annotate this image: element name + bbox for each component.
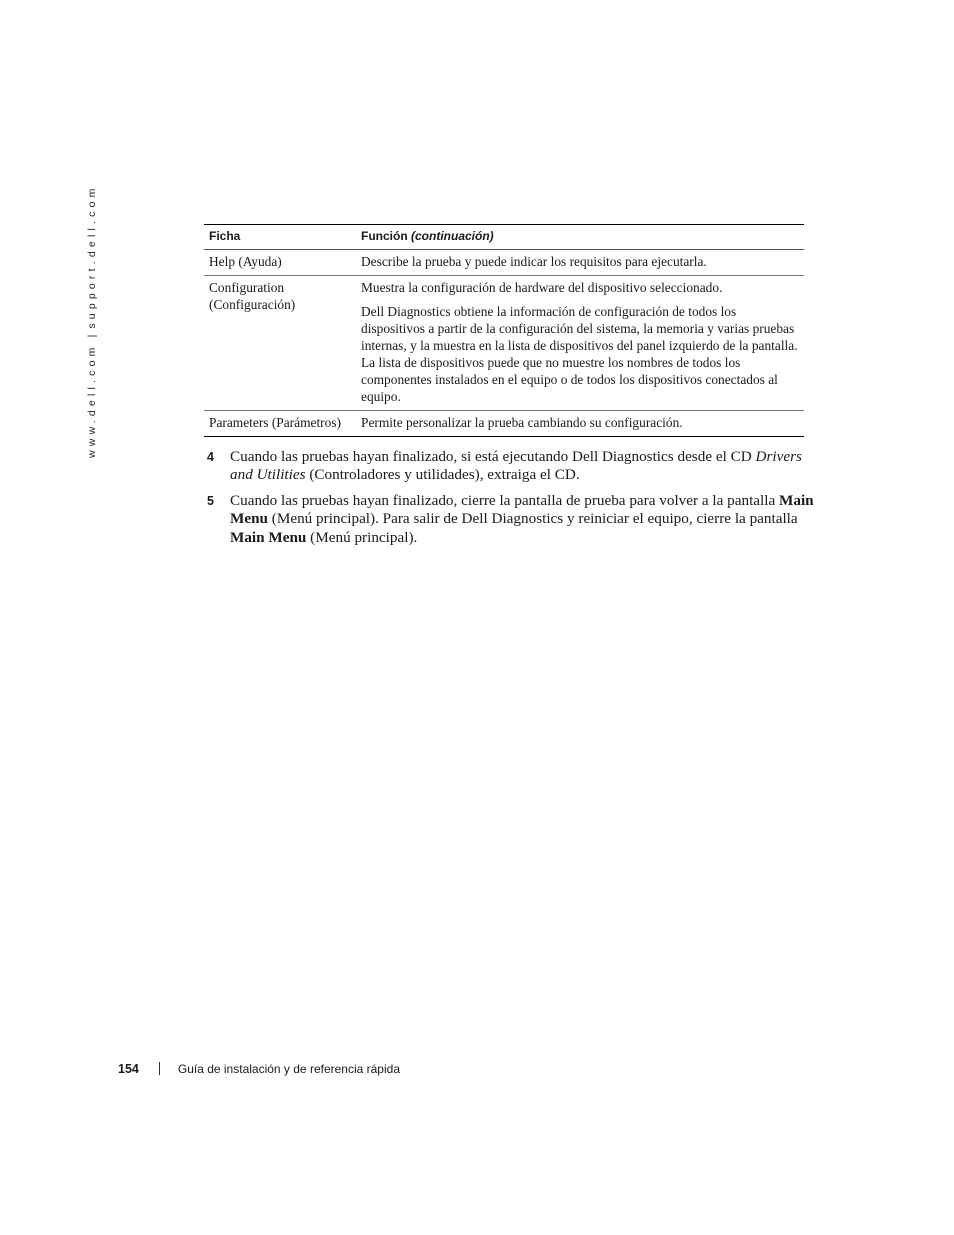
step-number: 4 (207, 450, 214, 464)
step-number: 5 (207, 493, 214, 508)
row-tab-configuration: Configuration (Configuración) (204, 276, 356, 411)
side-url-separator: | (86, 334, 98, 338)
step-text: (Menú principal). Para salir de Dell Diagnostics y reiniciar el equipo, cierre la pantalla (267, 510, 798, 528)
table-row (204, 411, 804, 437)
page-number: 154 (118, 1062, 139, 1076)
row-tab-help: Help (Ayuda) (204, 250, 356, 276)
header-ficha: Ficha (204, 225, 356, 250)
header-continuation-note: (continuación) (411, 229, 494, 243)
row-desc-paragraph: Muestra la configuración de hardware del dispositivo seleccionado. (361, 280, 723, 295)
table-row (204, 276, 804, 411)
header-funcion (356, 225, 804, 250)
cd-title-italic: Drivers and Utilities (230, 448, 802, 484)
side-url (86, 184, 98, 458)
footer-divider (159, 1062, 160, 1075)
row-desc-help (356, 250, 804, 276)
step-4 (207, 448, 815, 485)
row-desc-paragraph: Dell Diagnostics obtiene la información de configuración de todos los dispositivos a partir de la configuración del sistema, la memoria y varias pruebas internas, y la muestra en la lista de dispositivos del panel izquierdo de la pantalla. La lista de dispositivos puede que no muestre los nombres de todos los componentes instalados en el equipo o de todos los dispositivos conectados al equipo. (361, 304, 798, 404)
row-desc-parameters (356, 411, 804, 437)
row-desc-paragraph: Permite personalizar la prueba cambiando su configuración. (361, 415, 683, 430)
function-table (204, 224, 804, 437)
step-text: (Menú principal). (306, 528, 418, 546)
footer-title: Guía de instalación y de referencia rápida (177, 1062, 400, 1076)
page-footer (118, 1062, 400, 1076)
row-tab-parameters: Parameters (Parámetros) (204, 411, 356, 437)
table-row (204, 250, 804, 276)
step-5 (207, 492, 815, 547)
step-text: Cuando las pruebas hayan finalizado, si está ejecutando Dell Diagnostics desde el CD (230, 448, 756, 465)
step-text: (Controladores y utilidades), extraiga el CD. (305, 466, 580, 484)
row-desc-paragraph: Describe la prueba y puede indicar los requisitos para ejecutarla. (361, 254, 707, 269)
step-text: Cuando las pruebas hayan finalizado, cierre la pantalla de prueba para volver a la pantalla (230, 491, 780, 509)
header-funcion-label: Función (361, 229, 408, 243)
side-url-support: support.dell.com (86, 184, 98, 329)
row-desc-configuration (356, 276, 804, 411)
side-url-www: www.dell.com (86, 343, 98, 458)
procedure-steps (207, 448, 815, 554)
table-header-row (204, 225, 804, 250)
main-menu-bold: Main Menu (230, 491, 814, 528)
main-menu-bold: Main Menu (230, 528, 307, 546)
